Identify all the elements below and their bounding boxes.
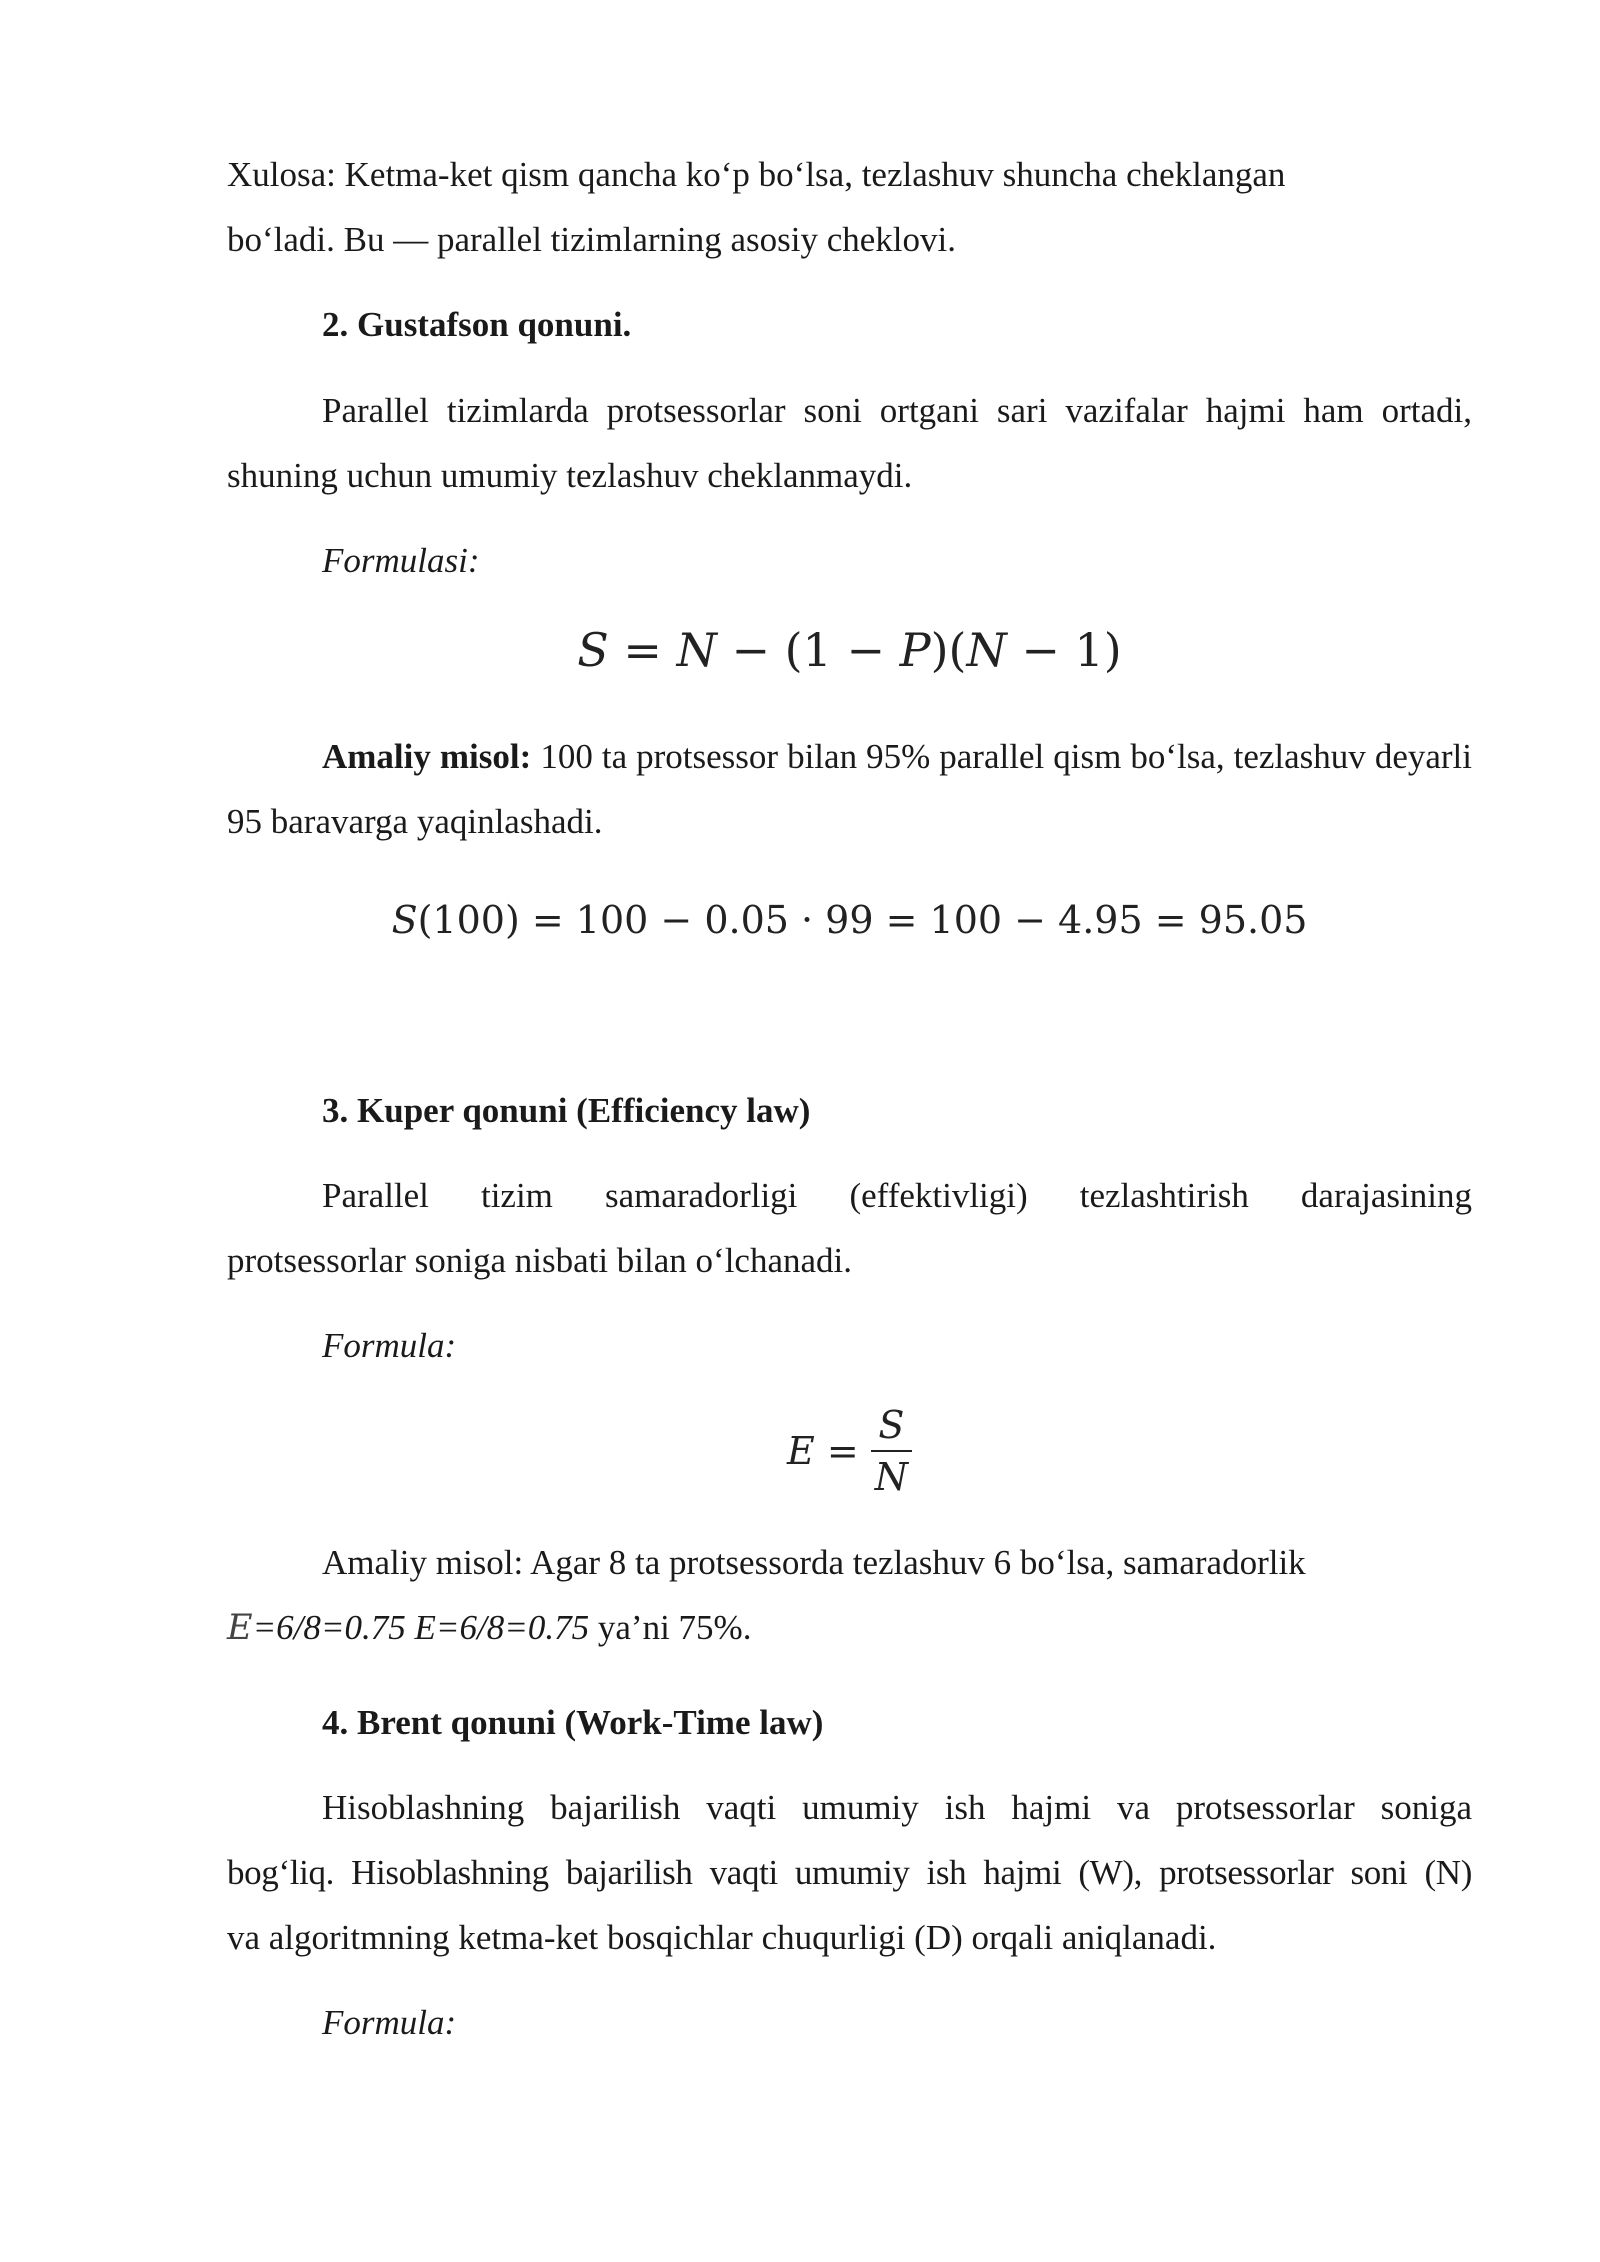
formula-symbol: S bbox=[577, 623, 609, 677]
gustafson-formula bbox=[227, 620, 1472, 680]
example-equation: =6/8=0.75 E=6/8=0.75 bbox=[252, 1608, 590, 1647]
fraction-numerator: S bbox=[871, 1400, 912, 1452]
brent-paragraph-line-1: Hisoblashning bajarilish vaqti umumiy ish hajmi va protsessorlar soniga bbox=[322, 1788, 1472, 1827]
formula-text: − (1 − bbox=[716, 623, 900, 677]
formula-symbol: S bbox=[391, 898, 418, 942]
formula-text: )( bbox=[930, 623, 967, 677]
example-label: Amaliy misol: bbox=[322, 737, 532, 776]
kuper-paragraph-line-2: protsessorlar soniga nisbati bilan o‘lchanadi. bbox=[227, 1241, 852, 1280]
kuper-example-line-1: Amaliy misol: Agar 8 ta protsessorda tezlashuv 6 bo‘lsa, samaradorlik bbox=[322, 1543, 1306, 1582]
brent-paragraph-line-2: bog‘liq. Hisoblashning bajarilish vaqti umumiy ish hajmi (W), protsessorlar soni (N) bbox=[227, 1853, 1472, 1892]
gustafson-example-formula bbox=[227, 892, 1472, 948]
formula-text: (100) = 100 − 0.05 · 99 = 100 − 4.95 = 95.05 bbox=[417, 898, 1308, 942]
gustafson-formula-label: Formulasi: bbox=[322, 541, 480, 580]
kuper-formula bbox=[227, 1400, 1472, 1502]
example-tail: ya’ni 75%. bbox=[589, 1608, 752, 1647]
fraction bbox=[871, 1400, 912, 1502]
gustafson-example bbox=[227, 724, 1472, 854]
gustafson-paragraph: Parallel tizimlarda protsessorlar soni ortgani sari vazifalar hajmi ham ortadi, shuning uchun umumiy tezlashuv cheklanmaydi. bbox=[227, 391, 1472, 495]
formula-text: − 1) bbox=[1006, 623, 1122, 677]
brent-heading: 4. Brent qonuni (Work-Time law) bbox=[322, 1703, 824, 1742]
formula-text: = bbox=[608, 623, 677, 677]
document-page bbox=[227, 0, 1472, 2262]
formula-symbol: N bbox=[676, 623, 717, 677]
kuper-example-line-2 bbox=[227, 1595, 1472, 1661]
intro-line-1: Xulosa: Ketma-ket qism qancha ko‘p bo‘lsa, tezlashuv shuncha cheklangan bbox=[227, 155, 1286, 194]
brent-formula-label: Formula: bbox=[322, 2003, 457, 2042]
formula-symbol: E bbox=[787, 1429, 815, 1473]
kuper-formula-label: Formula: bbox=[322, 1326, 457, 1365]
gustafson-heading: 2. Gustafson qonuni. bbox=[322, 305, 632, 344]
formula-symbol: N bbox=[966, 623, 1007, 677]
formula-text: = bbox=[814, 1429, 871, 1473]
brent-paragraph-line-3: va algoritmning ketma-ket bosqichlar chuqurligi (D) orqali aniqlanadi. bbox=[227, 1918, 1217, 1957]
kuper-heading: 3. Kuper qonuni (Efficiency law) bbox=[322, 1091, 811, 1130]
math-symbol: E bbox=[227, 1608, 253, 1648]
formula-symbol: P bbox=[899, 623, 931, 677]
kuper-paragraph-line-1: Parallel tizim samaradorligi (effektivligi) tezlashtirish darajasining bbox=[322, 1176, 1472, 1215]
intro-line-2: bo‘ladi. Bu — parallel tizimlarning asosiy cheklovi. bbox=[227, 220, 957, 259]
example-text: 100 ta protsessor bilan 95% parallel qism bo‘lsa, tezlashuv deyarli 95 baravarga yaqinlashadi. bbox=[227, 737, 1472, 841]
fraction-denominator: N bbox=[874, 1455, 908, 1499]
